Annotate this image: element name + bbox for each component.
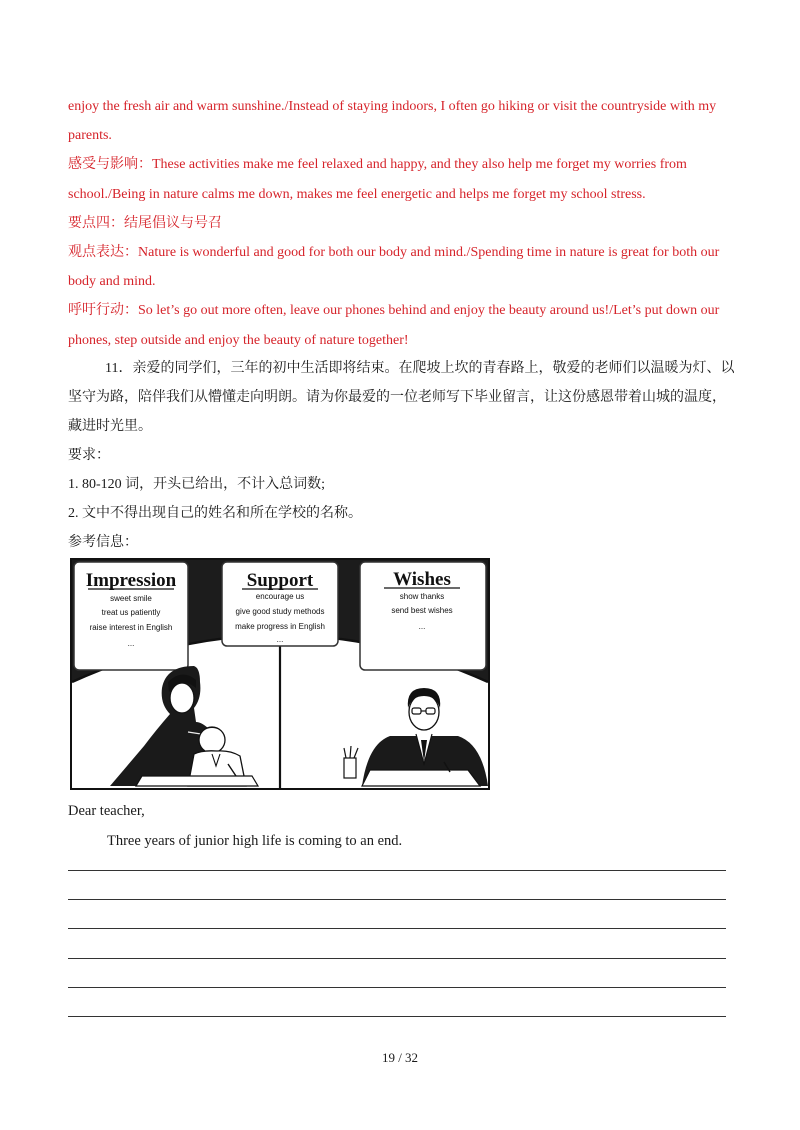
answer-line: 呼吁行动：So let’s go out more often, leave our phones behind and enjoy the beauty around us!/Let’s put down our phones, step outside and enjoy the beauty of nature together! <box>68 303 720 348</box>
question-11 <box>68 354 738 557</box>
requirement-item: 2. 文中不得出现自己的姓名和所在学校的名称。 <box>68 506 362 521</box>
box-title: Support <box>246 570 314 591</box>
writing-line[interactable] <box>68 1016 726 1017</box>
box-item: ... <box>418 622 426 631</box>
writing-line[interactable] <box>68 987 726 988</box>
answer-line: enjoy the fresh air and warm sunshine./Instead of staying indoors, I often go hiking or visit the countryside with my parents. <box>68 99 717 144</box>
writing-line[interactable] <box>68 899 726 900</box>
requirement-item: 1. 80-120 词，开头已给出，不计入总词数; <box>68 477 326 492</box>
page-number: 19 / 32 <box>381 1050 419 1065</box>
box-item: ... <box>276 635 284 644</box>
box-title: Wishes <box>393 569 451 590</box>
letter-opening <box>68 796 402 856</box>
box-item: make progress in English <box>235 622 325 631</box>
box-item: encourage us <box>255 592 305 601</box>
wishes-box <box>360 562 486 670</box>
reference-answer-block <box>68 92 738 355</box>
requirements-label: 要求： <box>68 448 110 463</box>
reference-illustration <box>70 558 490 790</box>
answer-line: 要点四：结尾倡议与号召 <box>68 215 222 231</box>
box-item: give good study methods <box>235 607 325 616</box>
reference-label: 参考信息： <box>68 535 138 550</box>
box-item: raise interest in English <box>89 623 173 632</box>
box-item: sweet smile <box>110 594 152 603</box>
box-title: Impression <box>85 570 177 591</box>
writing-line[interactable] <box>68 870 726 871</box>
writing-line[interactable] <box>68 958 726 959</box>
letter-salutation: Dear teacher, <box>68 803 145 819</box>
box-item: ... <box>127 639 135 648</box>
impression-box <box>74 562 188 670</box>
box-item: show thanks <box>399 592 445 601</box>
letter-opening-sentence: Three years of junior high life is coming to an end. <box>107 833 403 849</box>
writing-line[interactable] <box>68 928 726 929</box>
answer-line: 观点表达：Nature is wonderful and good for both our body and mind./Spending time in nature is great for both our body and mind. <box>68 245 720 290</box>
box-item: treat us patiently <box>101 608 161 617</box>
support-box <box>222 562 338 646</box>
answer-line: 感受与影响：These activities make me feel relaxed and happy, and they also help me forget my worries from school./Being in nature calms me down, makes me feel energetic and helps me forget my school stress. <box>68 157 687 202</box>
question-prompt: 11．亲爱的同学们，三年的初中生活即将结束。在爬坡上坎的青春路上，敬爱的老师们以温暖为灯、以坚守为路，陪伴我们从懵懂走向明朗。请为你最爱的一位老师写下毕业留言，让这份感恩带着山城的温度，藏进时光里。 <box>68 361 735 434</box>
box-item: send best wishes <box>391 606 453 615</box>
